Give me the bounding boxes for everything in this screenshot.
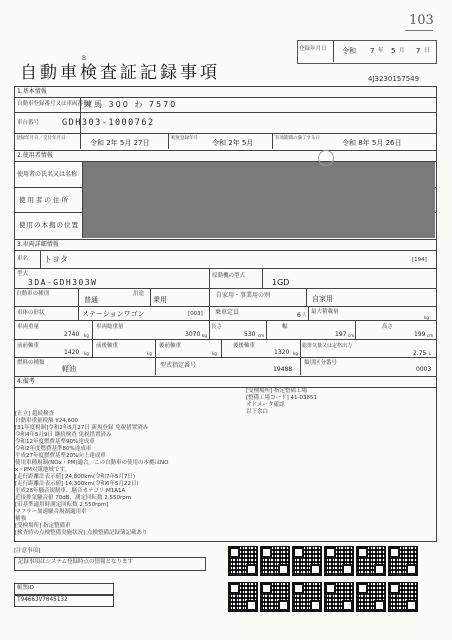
width-unit: cm — [348, 333, 355, 338]
fuel-value: 軽油 — [62, 365, 76, 373]
qr-code-icon — [356, 546, 386, 576]
body-value: ステーションワゴン — [82, 310, 145, 318]
form-id-value: T9466JV7045132 — [17, 596, 68, 603]
handwritten-underline — [405, 30, 433, 31]
qr-code-icon — [228, 582, 258, 612]
qr-code-icon — [388, 582, 418, 612]
remarks-right-line: 以下余白 — [246, 409, 269, 415]
use-label: 用途 — [133, 291, 145, 297]
maker-label: 車名 — [17, 256, 29, 262]
qr-code-icon — [228, 546, 258, 576]
model-label: 型式 — [17, 271, 29, 277]
kind-value: 普通 — [84, 296, 98, 304]
basic-info-header: 1.基本情報 — [17, 88, 47, 95]
front-front-unit: kg — [84, 351, 89, 356]
remarks-left-line: [走行距離計表示値] 24,800km(令和7年5月7日) — [15, 474, 136, 480]
issue-date-day-unit: 日 — [424, 48, 430, 54]
displacement-value: 2.75 — [413, 350, 427, 357]
remarks-left-line: 使用車種規制(NOx・PM)適合。この自動車の使用の本拠はNO — [15, 460, 169, 466]
kind-label: 自動車の種別 — [16, 291, 50, 297]
type-approval-value: 19488 — [273, 366, 293, 373]
category-label: 類別区分番号 — [304, 360, 338, 366]
category-value: 0003 — [416, 366, 432, 373]
maker-code: [194] — [412, 257, 427, 263]
weight-unit: kg — [84, 333, 89, 338]
body-code: [003] — [188, 311, 203, 317]
model-value: 3DA-GDH303W — [28, 278, 98, 287]
rear-front-label: 後前軸重 — [159, 343, 182, 349]
issue-date-year: 7 — [370, 47, 375, 55]
user-address-label: 使用者の住所 — [19, 196, 70, 204]
private-label: 自家用・事業用の別 — [216, 292, 271, 299]
engine-value: 1GD — [272, 278, 290, 287]
capacity-label: 乗車定員 — [215, 309, 240, 316]
issue-date-month-unit: 月 — [399, 48, 405, 54]
remarks-left-line: 令和4年5月9日 継続検査 免税措置済み — [15, 432, 112, 438]
qr-code-icon — [292, 546, 322, 576]
gross-value: 3070 — [185, 331, 201, 338]
remarks-right-line: オドメータ確認 — [246, 402, 285, 408]
first-reg-value: 令和 2年 5月 27日 — [90, 139, 150, 147]
length-label: 長さ — [211, 324, 223, 330]
displacement-label: 総排気量又は定格出力 — [302, 343, 353, 349]
issue-date-day: 7 — [416, 47, 421, 55]
chassis-value: GDH303-1000762 — [62, 118, 155, 128]
rear-rear-unit: kg — [293, 351, 298, 356]
qr-code-icon — [324, 546, 354, 576]
issue-date-month: 5 — [391, 47, 396, 55]
qr-code-icon — [388, 546, 418, 576]
user-name-label: 使用者の氏名又は名称 — [17, 171, 78, 178]
remarks-left-line: [走行距離計表示値] 14,300km(令和6年5月22日) — [15, 481, 139, 487]
remarks-right-line: [受検場所] 指定整備工場 — [246, 388, 308, 394]
remarks-right-line: [整備工場コード] 41-03851 — [246, 395, 318, 401]
max-load-label: 最大積載量 — [311, 309, 339, 315]
redacted-user-info — [83, 162, 435, 238]
chassis-label: 車台番号 — [17, 120, 40, 126]
seal-stamp-icon — [318, 150, 334, 166]
remarks-left-line: 令和2年度燃費基準80%達成車 — [15, 446, 92, 452]
user-base-label: 使用の本拠の位置 — [19, 221, 79, 229]
front-front-label: 前前軸重 — [17, 343, 40, 349]
remarks-left-line: [正立] 超続検査 — [15, 411, 55, 417]
qr-code-icon — [260, 582, 290, 612]
first-reg-label: 登録年月日／交付年月日 — [16, 136, 66, 141]
vehicle-info-header: 3.車両詳細情報 — [17, 241, 59, 248]
body-label: 車体の形状 — [17, 310, 45, 316]
width-value: 197 — [335, 331, 347, 338]
fuel-label: 燃料の種類 — [17, 360, 45, 366]
remarks-left-line: [受検場所] 指定整備車 — [15, 523, 71, 529]
max-load-unit: kg — [424, 315, 429, 320]
height-value: 199 — [414, 331, 426, 338]
expiry-label: 有効期間の満了する日 — [275, 136, 320, 141]
remarks-left-line: x・PM対策地域です。 — [15, 467, 70, 473]
reg-number-label: 自動車登録番号又は車両番号 — [17, 101, 89, 107]
expiry-value: 令和 8年 5月 26日 — [342, 139, 402, 147]
rear-rear-value: 1320 — [274, 349, 290, 356]
first-year-label: 初度登録年月 — [171, 136, 198, 141]
form-id-label: 帳票ID — [17, 585, 34, 591]
rear-front-unit: kg — [212, 351, 217, 356]
remarks-left-line: [検査時の点検整備実施状況] 点検整備記録簿記載あり — [15, 530, 148, 536]
displacement-unit: L — [429, 351, 432, 356]
height-unit: cm — [427, 333, 434, 338]
type-approval-label: 型式指定番号 — [160, 362, 197, 369]
issue-date-label: 登録年月日 — [299, 46, 327, 52]
user-info-header: 2.使用者情報 — [17, 152, 53, 159]
length-value: 530 — [244, 331, 256, 338]
gross-label: 車両総重量 — [96, 324, 124, 330]
page-title: 自動車検査証記録事項 — [20, 63, 220, 83]
capacity-value: 6 — [297, 312, 301, 319]
weight-value: 2740 — [64, 331, 80, 338]
remarks-left-line: マフラー加速騒音規制適用車 — [15, 509, 87, 515]
notes-header: [注意事項] — [14, 548, 41, 554]
front-front-value: 1420 — [64, 349, 80, 356]
remarks-left-line: 補強 — [15, 516, 27, 522]
remarks-left-line: 近接排気騒音値 70dB、測定回転数 2,550rpm — [15, 495, 132, 501]
maker-value: トヨタ — [44, 255, 68, 264]
first-year-value: 令和 2年 5月 — [212, 139, 254, 147]
notes-text: 記録事項はシステム登録時点の情報となります — [18, 559, 133, 565]
weight-label: 車両重量 — [17, 324, 40, 330]
gross-unit: kg — [202, 333, 207, 338]
engine-label: 原動機の型式 — [212, 273, 246, 279]
reg-number-value: 練馬 300 わ 7570 — [84, 100, 178, 109]
remarks-header: 4.備考 — [17, 378, 35, 385]
front-rear-unit: kg — [147, 351, 152, 356]
remarks-left-line: 平成28年騒音規制車、騒音カテゴリ M1A1A — [15, 488, 126, 494]
remarks-left-line: 令和12年度燃費基準90%達成車 — [15, 439, 95, 445]
length-unit: cm — [258, 333, 265, 338]
qr-code-icon — [260, 546, 290, 576]
qr-code-icon — [324, 582, 354, 612]
rear-rear-label: 後後軸重 — [233, 343, 256, 349]
capacity-unit: 人 — [302, 313, 307, 318]
handwritten-number: 103 — [409, 13, 434, 28]
height-label: 高さ — [382, 324, 394, 330]
private-value: 自家用 — [312, 295, 333, 303]
front-rear-label: 前後軸重 — [96, 343, 119, 349]
qr-code-icon — [356, 582, 386, 612]
remarks-left-line: 自動車重量税額 ¥24,600 — [15, 418, 78, 424]
issue-date-era: 令和 — [342, 47, 356, 55]
remarks-left-line: [旧基準適用時測定回転数 2,550rpm] — [15, 502, 109, 508]
form-code: B — [82, 55, 87, 62]
use-value: 乗用 — [153, 296, 167, 304]
remarks-left-line: 平成27年度燃費基準20%向上達成車 — [15, 453, 106, 459]
issue-date-year-unit: 年 — [378, 48, 384, 54]
document-number: 4J3230157549 — [368, 75, 420, 83]
remarks-left-line: [31年度税制]令和2年5月27日 新規登録 免税措置済み — [15, 425, 149, 431]
qr-code-icon — [292, 582, 322, 612]
width-label: 幅 — [282, 324, 288, 330]
